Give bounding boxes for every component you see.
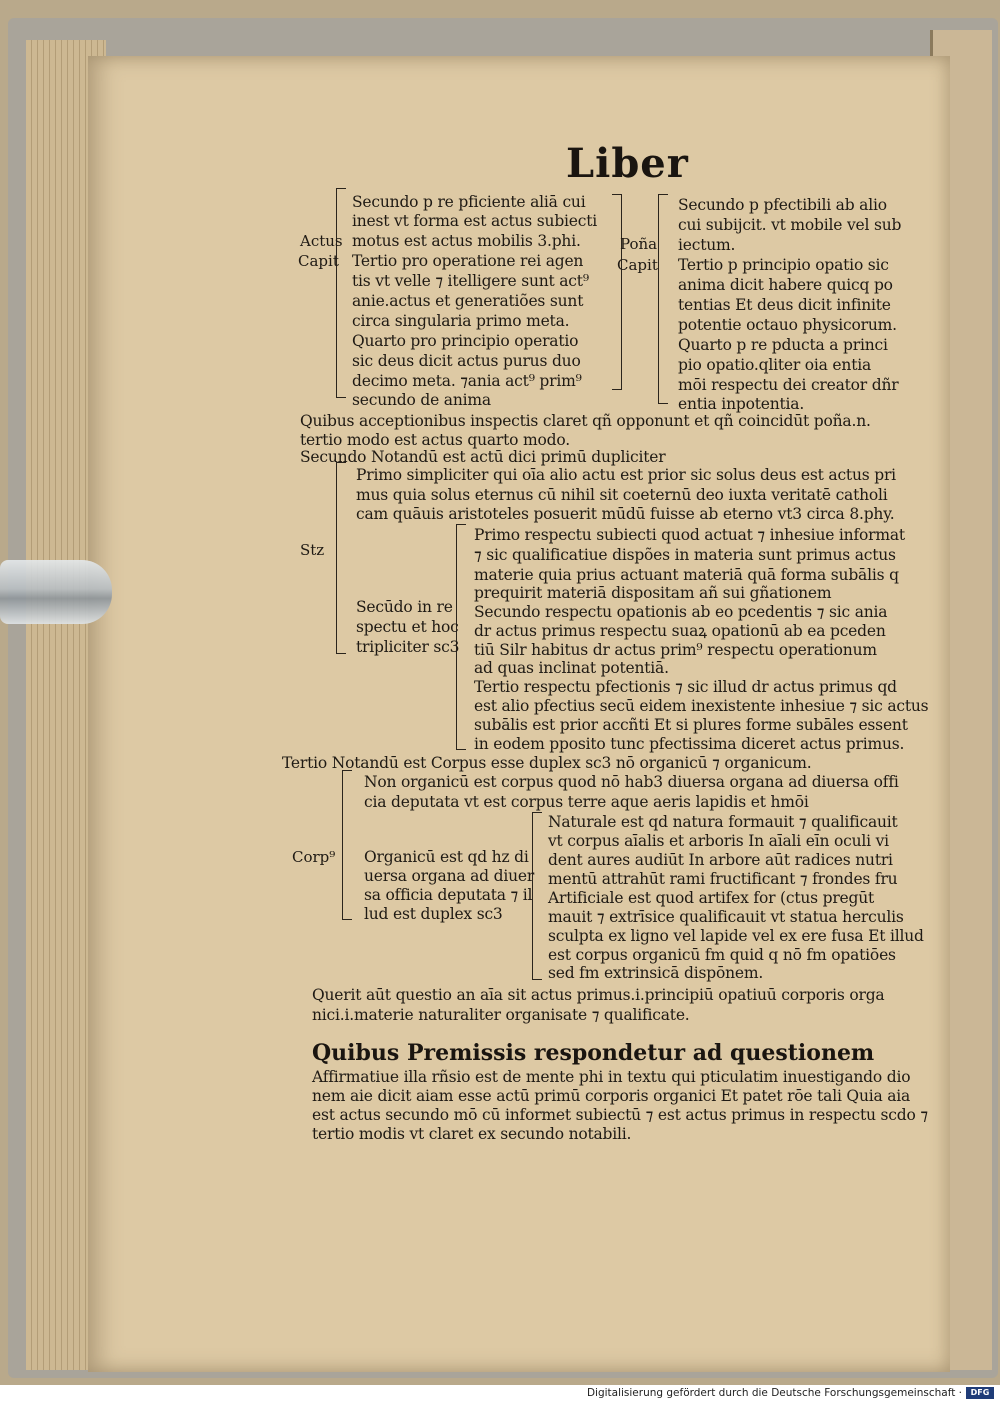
tertio-respectu-line: subālis est prior accñti Et si plures forme subāles essent <box>474 716 908 734</box>
margin-label-capit-left: Capit <box>298 252 339 270</box>
right-block-line: tentias Et deus dicit infinite <box>678 296 891 314</box>
left-block-line: Tertio pro operatione rei agen <box>352 252 584 270</box>
right-block-line: cui subijcit. vt mobile vel sub <box>678 216 902 234</box>
tertio-respectu-line: Tertio respectu pfectionis ⁊ sic illud dr actus primus qd <box>474 678 897 696</box>
tertio-respectu-line: in eodem pposito tunc pfectissima diceret actus primus. <box>474 735 905 753</box>
left-block-line: inest vt forma est actus subiecti <box>352 212 598 230</box>
secundo-respectu-line: ad quas inclinat potentiā. <box>474 659 669 677</box>
running-title: Liber <box>566 140 689 187</box>
right-block-line: anima dicit habere quicq po <box>678 276 893 294</box>
tertio-respectu-line: est alio pfectius secū eidem inexistente inhesiue ⁊ sic actus <box>474 697 929 715</box>
left-block-line: anie.actus et generatiões sunt <box>352 292 584 310</box>
artificiale-line: mauit ⁊ extrīsice qualificauit vt statua herculis <box>548 908 904 926</box>
left-block-line: Quarto pro principio operatio <box>352 332 579 350</box>
left-block-line: Secundo p re pficiente aliā cui <box>352 193 586 211</box>
non-organicum-line: Non organicū est corpus quod nō hab3 diuersa organa ad diuersa offi <box>364 773 899 791</box>
artificiale-line: sed fm extrinsicā dispōnem. <box>548 964 764 982</box>
naturale-line: dent aures audiūt In arbore aūt radices nutri <box>548 851 893 869</box>
artificiale-line: sculpta ex ligno vel lapide vel ex ere fusa Et illud <box>548 927 924 945</box>
secundo-in-re-line: spectu et hoc <box>356 618 459 636</box>
primo-respectu-line: ⁊ sic qualificatiue dispões in materia sunt primus actus <box>474 546 896 564</box>
secundo-notandum-line: Secundo Notandū est actū dici primū dupliciter <box>300 448 666 466</box>
secundo-respectu-line: tiū Silr habitus dr actus prim⁹ respectu operationum <box>474 641 877 659</box>
conclusion-line: est actus secundo mō cū informet subiectū ⁊ est actus primus in respectu scdo ⁊ <box>312 1106 928 1124</box>
simpliciter-line: Primo simpliciter qui oīa alio actu est prior sic solus deus est actus pri <box>356 466 896 484</box>
stz-bracket <box>336 462 346 654</box>
artificiale-line: est corpus organicū fm quid q nō fm opatiōes <box>548 946 896 964</box>
right-block-line: pio opatio.qliter oia entia <box>678 356 872 374</box>
right-block-line: mōi respectu dei creator dñr <box>678 376 899 394</box>
simpliciter-line: mus quia solus eternus cū nihil sit coeternū deo iuxta veritatē catholi <box>356 486 888 504</box>
naturale-line: Naturale est qd natura formauit ⁊ qualificauit <box>548 813 898 831</box>
right-block-line: potentie octauo physicorum. <box>678 316 897 334</box>
margin-label-ponia: Poña <box>620 235 658 253</box>
querit-line: Querit aūt questio an aīa sit actus primus.i.principiū opatiuū corporis orga <box>312 986 885 1004</box>
dfg-logo: DFG <box>966 1387 994 1399</box>
organicum-line: sa officia deputata ⁊ il <box>364 886 533 904</box>
left-block-line: circa singularia primo meta. <box>352 312 570 330</box>
respectu-bracket <box>456 524 466 750</box>
right-block-line: entia inpotentia. <box>678 395 805 413</box>
primo-respectu-line: materie quia prius actuant materiā quā forma subālis q <box>474 566 899 584</box>
right-block-line: Quarto p re pducta a princi <box>678 336 888 354</box>
right-block-line: Secundo p pfectibili ab alio <box>678 196 887 214</box>
page-clip <box>0 560 112 624</box>
margin-label-actus: Actus <box>300 232 343 250</box>
naturale-line: vt corpus aīalis et arboris In aīali eīn oculi vi <box>548 832 889 850</box>
margin-label-capit-right: Capit <box>617 256 658 274</box>
conclusion-line: nem aie dicit aiam esse actū primū corporis organici Et patet rōe tali Quia aia <box>312 1087 911 1105</box>
left-block-line: sic deus dicit actus purus duo <box>352 352 581 370</box>
right-block-line: iectum. <box>678 236 736 254</box>
tertio-notandum-line: Tertio Notandū est Corpus esse duplex sc3 nō organicū ⁊ organicum. <box>282 754 812 772</box>
left-block-line: motus est actus mobilis 3.phi. <box>352 232 581 250</box>
footer-credit: Digitalisierung gefördert durch die Deutsche Forschungsgemeinschaft · <box>586 1387 962 1399</box>
organicum-line: Organicū est qd hz di <box>364 848 529 866</box>
body-line: tertio modo est actus quarto modo. <box>300 431 570 449</box>
left-block-line: tis vt velle ⁊ itelligere sunt act⁹ <box>352 272 589 290</box>
querit-line: nici.i.materie naturaliter organisate ⁊ qualificate. <box>312 1006 690 1024</box>
simpliciter-line: cam quāuis aristoteles posuerit mūdū fuisse ab eterno vt3 circa 8.phy. <box>356 505 895 523</box>
right-block-bracket <box>658 194 668 404</box>
organicum-bracket <box>532 812 542 980</box>
right-block-line: Tertio p principio opatio sic <box>678 256 889 274</box>
conclusion-line: tertio modis vt claret ex secundo notabili. <box>312 1125 632 1143</box>
margin-label-stz: Stz <box>300 541 325 559</box>
naturale-line: mentū attrahūt rami fructificant ⁊ frondes fru <box>548 870 898 888</box>
organicum-line: uersa organa ad diuer <box>364 867 535 885</box>
corpus-bracket <box>342 770 352 920</box>
section-heading: Quibus Premissis respondetur ad questionem <box>312 1040 875 1066</box>
left-block-bracket <box>336 188 346 398</box>
secundo-respectu-line: dr actus primus respectu suaꝝ opationū ab ea pceden <box>474 622 886 640</box>
left-block-line: decimo meta. ⁊ania act⁹ prim⁹ <box>352 372 582 390</box>
secundo-in-re-line: tripliciter sc3 <box>356 638 460 656</box>
organicum-line: lud est duplex sc3 <box>364 905 503 923</box>
margin-label-corpus: Corp⁹ <box>292 848 336 866</box>
body-line: Quibus acceptionibus inspectis claret qñ opponunt et qñ coincidūt poña.n. <box>300 412 871 430</box>
secundo-in-re-line: Secūdo in re <box>356 598 453 616</box>
primo-respectu-line: Primo respectu subiecti quod actuat ⁊ inhesiue informat <box>474 526 905 544</box>
artificiale-line: Artificiale est quod artifex for (ctus pregūt <box>548 889 875 907</box>
left-block-line: secundo de anima <box>352 391 491 409</box>
left-block-close-bracket <box>612 194 622 390</box>
primo-respectu-line: prequirit materiā dispositam añ sui gñationem <box>474 584 832 602</box>
secundo-respectu-line: Secundo respectu opationis ab eo pcedentis ⁊ sic ania <box>474 603 888 621</box>
conclusion-line: Affirmatiue illa rñsio est de mente phi in textu qui pticulatim inuestigando dio <box>312 1068 911 1086</box>
non-organicum-line: cia deputata vt est corpus terre aque aeris lapidis et hmōi <box>364 793 809 811</box>
